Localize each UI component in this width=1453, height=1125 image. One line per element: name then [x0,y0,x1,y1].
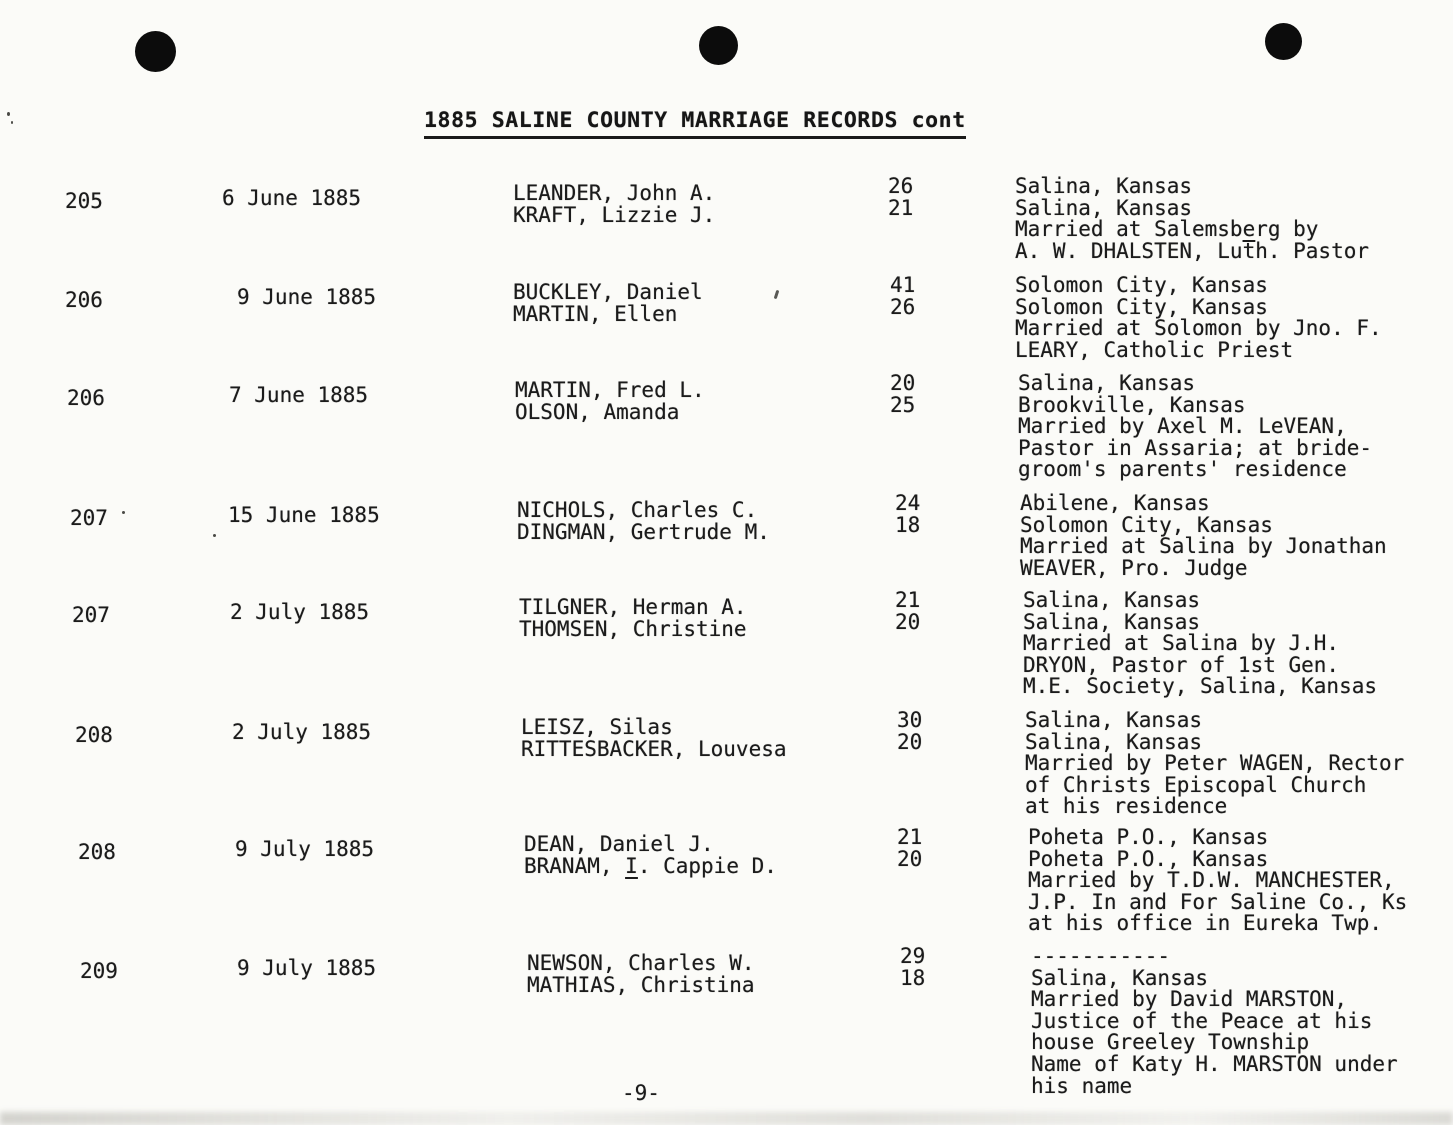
record-date: 2 July 1885 [232,720,372,744]
note-line: M.E. Society, Salina, Kansas [1023,674,1378,699]
bride-name: DINGMAN, Gertrude M. [517,519,770,544]
record-date: 9 July 1885 [237,956,377,980]
bride-age: 18 [900,965,926,990]
record-number: 209 [80,959,118,983]
bride-name: MARTIN, Ellen [513,301,678,326]
note-line: Salina, Kansas [1025,708,1203,732]
punch-hole-center [699,26,738,65]
note-line: house Greeley Township [1031,1030,1310,1055]
bride-age: 25 [890,392,916,417]
bride-age: 20 [897,729,923,754]
note-line: Solomon City, Kansas [1015,294,1268,319]
note-line: ----------- [1031,944,1171,968]
note-line: Justice of the Peace at his [1031,1008,1373,1033]
punch-hole-left [135,31,176,72]
scan-stray-mark [774,290,780,299]
groom-age: 24 [895,491,921,515]
record-number: 208 [78,840,116,864]
bride-age: 26 [890,294,916,319]
record-number: 206 [67,386,105,410]
note-line: Salina, Kansas [1015,174,1193,198]
note-line: Married by David MARSTON, [1031,987,1348,1012]
note-line: Salina, Kansas [1031,965,1209,990]
groom-name: LEISZ, Silas [521,715,673,739]
note-line: Married at Solomon by Jno. F. [1015,316,1382,341]
note-line: DRYON, Pastor of 1st Gen. [1023,652,1340,677]
groom-age: 20 [890,371,916,395]
bride-name: BRANAM, I. Cappie D. [524,853,777,878]
groom-age: 21 [895,588,921,612]
groom-age: 30 [897,708,923,732]
record-number: 206 [65,288,103,312]
record-date: 9 June 1885 [237,285,377,309]
note-line: groom's parents' residence [1018,457,1347,482]
underlined-char: e [1242,217,1256,242]
underlined-char: I [625,853,638,878]
bride-age: 21 [888,195,914,220]
note-line: at his residence [1025,794,1228,819]
scan-speck [213,534,216,537]
note-line: Solomon City, Kansas [1020,512,1273,537]
bride-name: THOMSEN, Christine [519,616,747,641]
note-line: Poheta P.O., Kansas [1028,846,1269,871]
page-number: -9- [622,1081,660,1105]
record-number: 207 [70,506,108,530]
note-line: Married at Salemsberg by [1015,217,1319,242]
note-line: Abilene, Kansas [1020,491,1210,515]
note-line: WEAVER, Pro. Judge [1020,555,1248,580]
note-line: Married by Peter WAGEN, Rector [1025,751,1405,776]
page-title: 1885 SALINE COUNTY MARRIAGE RECORDS cont [424,108,966,139]
note-line: Salina, Kansas [1015,195,1193,220]
note-line: Solomon City, Kansas [1015,273,1268,297]
bride-name: KRAFT, Lizzie J. [513,202,716,227]
groom-age: 26 [888,174,914,198]
note-line: LEARY, Catholic Priest [1015,337,1294,362]
note-line: J.P. In and For Saline Co., Ks [1028,889,1408,914]
note-line: Name of Katy H. MARSTON under [1031,1052,1398,1076]
note-line: Poheta P.O., Kansas [1028,825,1269,849]
groom-name: BUCKLEY, Daniel [513,280,703,304]
note-line: Pastor in Assaria; at bride- [1018,435,1373,460]
groom-name: DEAN, Daniel J. [524,832,714,856]
groom-name: NICHOLS, Charles C. [517,498,758,522]
scan-edge-noise [0,1112,1453,1125]
bride-age: 20 [897,846,923,871]
bride-age: 20 [895,609,921,634]
groom-age: 41 [890,273,916,297]
groom-age: 21 [897,825,923,849]
note-line: Salina, Kansas [1023,588,1201,612]
scan-speck [122,511,125,514]
scan-speck [11,121,13,124]
groom-age: 29 [900,944,926,968]
note-line: Married by T.D.W. MANCHESTER, [1028,868,1395,893]
note-line: of Christs Episcopal Church [1025,772,1367,797]
note-line: A. W. DHALSTEN, Luth. Pastor [1015,238,1370,263]
note-line: Brookville, Kansas [1018,392,1246,417]
bride-age: 18 [895,512,921,537]
record-number: 205 [65,189,103,213]
note-line: Salina, Kansas [1023,609,1201,634]
groom-name: NEWSON, Charles W. [527,951,755,975]
bride-name: OLSON, Amanda [515,399,680,424]
bride-name: MATHIAS, Christina [527,972,755,997]
record-date: 9 July 1885 [235,837,375,861]
record-date: 15 June 1885 [228,503,380,527]
groom-name: MARTIN, Fred L. [515,378,705,402]
note-line: Married by Axel M. LeVEAN, [1018,414,1347,439]
groom-name: LEANDER, John A. [513,181,716,205]
note-line: Married at Salina by J.H. [1023,631,1340,656]
record-number: 208 [75,723,113,747]
groom-name: TILGNER, Herman A. [519,595,747,619]
bride-name: RITTESBACKER, Louvesa [521,736,787,761]
note-line: Salina, Kansas [1018,371,1196,395]
note-line: at his office in Eureka Twp. [1028,911,1383,936]
record-date: 2 July 1885 [230,600,370,624]
record-date: 6 June 1885 [222,186,362,210]
scan-speck [7,112,10,116]
note-line: his name [1031,1073,1133,1098]
record-date: 7 June 1885 [229,383,369,407]
note-line: Married at Salina by Jonathan [1020,534,1387,559]
punch-hole-right [1265,23,1302,60]
note-line: Salina, Kansas [1025,729,1203,754]
record-number: 207 [72,603,110,627]
